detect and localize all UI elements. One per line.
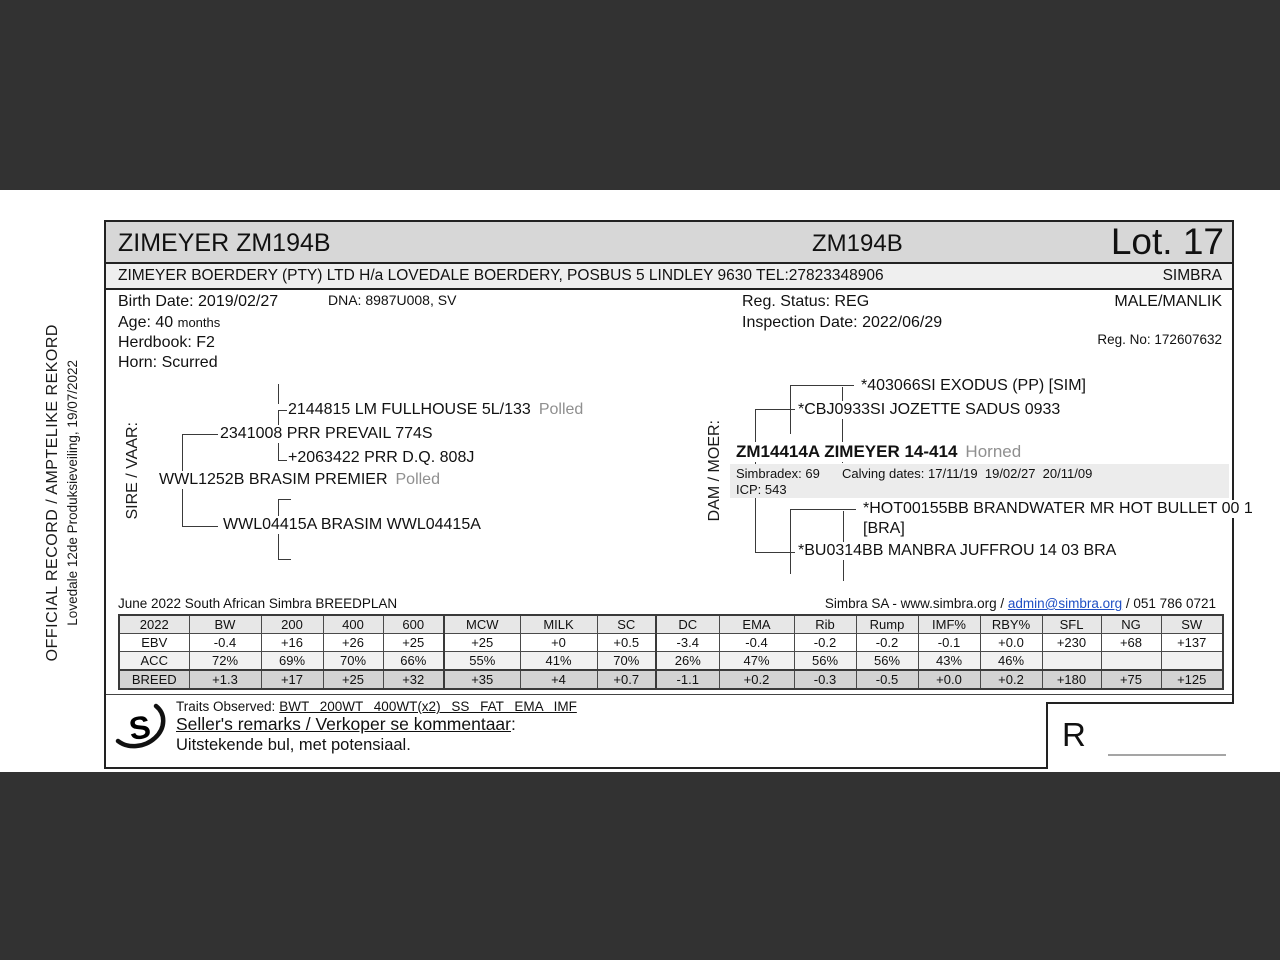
bp-cell: Rib bbox=[794, 615, 856, 634]
lot-number: Lot. 17 bbox=[1110, 221, 1224, 262]
pedigree-connector-line bbox=[278, 384, 279, 404]
bp-cell: MILK bbox=[520, 615, 597, 634]
price-box bbox=[1046, 702, 1234, 769]
bp-cell: 55% bbox=[444, 652, 520, 671]
bp-row-label: EBV bbox=[119, 634, 189, 652]
sex-label: MALE/MANLIK bbox=[1114, 293, 1222, 310]
simbra-logo bbox=[110, 699, 172, 755]
sire-tree-label: SIRE / VAAR: bbox=[124, 422, 141, 520]
pedigree-connector-line bbox=[790, 385, 854, 386]
age-info: Age: 40 months bbox=[118, 314, 221, 331]
breed-label: SIMBRA bbox=[1162, 267, 1222, 284]
pedigree-connector-line bbox=[278, 499, 291, 500]
bp-cell: +25 bbox=[444, 634, 520, 652]
bp-cell: +32 bbox=[383, 670, 444, 689]
pedigree-dam: ZM14414A ZIMEYER 14-414 Horned bbox=[735, 442, 1024, 462]
bp-cell: -0.1 bbox=[918, 634, 980, 652]
pedigree-sire-grandsire-dam: +2063422 PRR D.Q. 808J bbox=[287, 449, 477, 467]
horn-status-note: Polled bbox=[395, 471, 440, 488]
bp-cell: 46% bbox=[980, 652, 1042, 671]
price-fill-in-line[interactable] bbox=[1108, 754, 1226, 756]
bp-cell: -0.2 bbox=[856, 634, 918, 652]
pedigree-dam-dam: *BU0314BB MANBRA JUFFROU 14 03 BRA bbox=[797, 542, 1119, 560]
pedigree-dam-granddam-sire-suffix: [BRA] bbox=[862, 520, 908, 538]
card-header bbox=[106, 222, 1232, 264]
bp-cell: NG bbox=[1101, 615, 1161, 634]
pedigree-connector-line bbox=[278, 410, 287, 411]
bp-cell: 43% bbox=[918, 652, 980, 671]
seller-remarks-heading: Seller's remarks / Verkoper se kommentaar: bbox=[176, 714, 516, 734]
footer-divider bbox=[106, 694, 1232, 695]
bp-cell: -0.2 bbox=[794, 634, 856, 652]
bp-cell: +0.2 bbox=[980, 670, 1042, 689]
inspection-date: Inspection Date: 2022/06/29 bbox=[742, 314, 943, 331]
bp-cell: +0.2 bbox=[719, 670, 794, 689]
bp-cell: +0.5 bbox=[597, 634, 656, 652]
bp-cell: 26% bbox=[656, 652, 719, 671]
herdbook-info: Herdbook: F2 bbox=[118, 334, 215, 351]
price-currency-prefix: R bbox=[1062, 716, 1086, 753]
pedigree-connector-line bbox=[278, 559, 291, 560]
bp-cell: 41% bbox=[520, 652, 597, 671]
bp-cell: SW bbox=[1161, 615, 1223, 634]
bp-cell: +16 bbox=[261, 634, 323, 652]
bp-cell: DC bbox=[656, 615, 719, 634]
bp-cell: +26 bbox=[323, 634, 383, 652]
breedplan-title: June 2022 South African Simbra BREEDPLAN bbox=[118, 596, 398, 611]
horn-status-note: Polled bbox=[538, 401, 584, 418]
bp-cell: RBY% bbox=[980, 615, 1042, 634]
viewer-dark-band-top bbox=[0, 0, 1280, 190]
bp-cell: BW bbox=[189, 615, 261, 634]
bp-cell: +68 bbox=[1101, 634, 1161, 652]
age-unit: months bbox=[177, 315, 221, 330]
pedigree-connector-line bbox=[182, 526, 218, 527]
bp-cell: -1.1 bbox=[656, 670, 719, 689]
bp-cell: MCW bbox=[444, 615, 520, 634]
bp-cell: 400 bbox=[323, 615, 383, 634]
bp-cell: 56% bbox=[794, 652, 856, 671]
pedigree-sire: WWL1252B BRASIM PREMIER Polled bbox=[158, 471, 443, 489]
official-record-label: OFFICIAL RECORD / AMPTELIKE REKORD bbox=[44, 324, 61, 662]
viewer-dark-band-bottom bbox=[0, 772, 1280, 960]
bp-cell: +25 bbox=[323, 670, 383, 689]
traits-observed-values: BWT 200WT 400WT(x2) SS FAT EMA IMF bbox=[279, 699, 577, 714]
icp-value: ICP: 543 bbox=[736, 482, 787, 497]
pedigree-dam-granddam-sire: *HOT00155BB BRANDWATER MR HOT BULLET 00 1 bbox=[862, 500, 1256, 518]
bp-cell: +0.0 bbox=[980, 634, 1042, 652]
reg-status: Reg. Status: REG bbox=[742, 293, 870, 310]
bp-cell: -0.5 bbox=[856, 670, 918, 689]
bp-cell: -0.3 bbox=[794, 670, 856, 689]
bp-cell: +17 bbox=[261, 670, 323, 689]
pedigree-connector-line bbox=[790, 509, 791, 574]
bp-cell: +1.3 bbox=[189, 670, 261, 689]
pedigree-sire-sire: 2341008 PRR PREVAIL 774S bbox=[219, 425, 436, 443]
owner-contact-line: ZIMEYER BOERDERY (PTY) LTD H/a LOVEDALE BOERDERY, POSBUS 5 LINDLEY 9630 TEL:27823348906 bbox=[118, 267, 884, 284]
bp-cell: EMA bbox=[719, 615, 794, 634]
breedplan-table bbox=[118, 614, 1224, 690]
bp-cell: 600 bbox=[383, 615, 444, 634]
animal-name-title: ZIMEYER ZM194B bbox=[118, 229, 331, 257]
bp-cell: +4 bbox=[520, 670, 597, 689]
logo-letter: S bbox=[126, 708, 153, 748]
pedigree-connector-line bbox=[278, 460, 287, 461]
seller-remarks-text: Uitstekende bul, met potensiaal. bbox=[176, 736, 411, 754]
bp-cell bbox=[1101, 652, 1161, 671]
bp-cell: +137 bbox=[1161, 634, 1223, 652]
bp-header-row bbox=[119, 615, 1223, 634]
pedigree-connector-line bbox=[182, 434, 218, 435]
simbra-contact-line: Simbra SA - www.simbra.org / admin@simbra.org / 051 786 0721 bbox=[824, 596, 1216, 611]
dam-stats-strip bbox=[730, 464, 1229, 498]
pedigree-connector-line bbox=[755, 409, 795, 410]
pedigree-connector-line bbox=[790, 385, 791, 434]
bp-cell: 66% bbox=[383, 652, 444, 671]
dam-tree-label: DAM / MOER: bbox=[706, 420, 723, 522]
bp-cell: +180 bbox=[1042, 670, 1101, 689]
bp-cell: 70% bbox=[323, 652, 383, 671]
animal-id: ZM194B bbox=[812, 230, 903, 257]
bp-cell: 70% bbox=[597, 652, 656, 671]
official-record-side-text bbox=[44, 300, 80, 686]
dna-info: DNA: 8987U008, SV bbox=[328, 292, 457, 308]
bp-cell: SFL bbox=[1042, 615, 1101, 634]
bp-cell: 47% bbox=[719, 652, 794, 671]
lot-card bbox=[104, 220, 1253, 769]
bp-cell: 72% bbox=[189, 652, 261, 671]
bp-cell: -0.4 bbox=[719, 634, 794, 652]
pedigree-connector-line bbox=[790, 509, 856, 510]
bp-row-label: ACC bbox=[119, 652, 189, 671]
simbradex-value: Simbradex: 69 bbox=[736, 466, 820, 481]
bp-cell: +75 bbox=[1101, 670, 1161, 689]
bp-cell: SC bbox=[597, 615, 656, 634]
bp-cell: +0.0 bbox=[918, 670, 980, 689]
bp-cell: +0 bbox=[520, 634, 597, 652]
bp-cell: 69% bbox=[261, 652, 323, 671]
bp-cell: +35 bbox=[444, 670, 520, 689]
bp-cell: +230 bbox=[1042, 634, 1101, 652]
bp-cell: 200 bbox=[261, 615, 323, 634]
sale-event-label: Lovedale 12de Produksieveiling, 19/07/2022 bbox=[65, 360, 80, 626]
bp-cell: -0.4 bbox=[189, 634, 261, 652]
bp-cell: -3.4 bbox=[656, 634, 719, 652]
pedigree-dam-sire: *CBJ0933SI JOZETTE SADUS 0933 bbox=[797, 401, 1063, 419]
owner-band bbox=[106, 264, 1232, 290]
pedigree-dam-grandsire-sire: *403066SI EXODUS (PP) [SIM] bbox=[860, 377, 1089, 395]
bp-ebv-row bbox=[119, 634, 1223, 652]
calving-dates: Calving dates: 17/11/19 19/02/27 20/11/09 bbox=[842, 466, 1093, 481]
bp-row-label: BREED bbox=[119, 670, 189, 689]
bp-breed-row bbox=[119, 670, 1223, 689]
bp-cell bbox=[1042, 652, 1101, 671]
pedigree-sire-grandsire-sire: 2144815 LM FULLHOUSE 5L/133 Polled bbox=[287, 401, 586, 419]
bp-cell: 56% bbox=[856, 652, 918, 671]
bp-row-label: 2022 bbox=[119, 615, 189, 634]
bp-cell: +125 bbox=[1161, 670, 1223, 689]
horn-info: Horn: Scurred bbox=[118, 354, 218, 371]
bp-cell: IMF% bbox=[918, 615, 980, 634]
bp-cell bbox=[1161, 652, 1223, 671]
bp-cell: Rump bbox=[856, 615, 918, 634]
bp-cell: +0.7 bbox=[597, 670, 656, 689]
traits-observed-line: Traits Observed: BWT 200WT 400WT(x2) SS FAT EMA IMF bbox=[176, 699, 577, 714]
pedigree-connector-line bbox=[755, 552, 795, 553]
bp-acc-row bbox=[119, 652, 1223, 671]
simbra-email-link[interactable]: admin@simbra.org bbox=[1007, 596, 1123, 611]
horn-status-note: Horned bbox=[965, 442, 1022, 461]
reg-no: Reg. No: 172607632 bbox=[1097, 332, 1222, 347]
birth-date: Birth Date: 2019/02/27 bbox=[118, 293, 279, 310]
pedigree-sire-dam: WWL04415A BRASIM WWL04415A bbox=[222, 516, 484, 534]
bp-cell: +25 bbox=[383, 634, 444, 652]
